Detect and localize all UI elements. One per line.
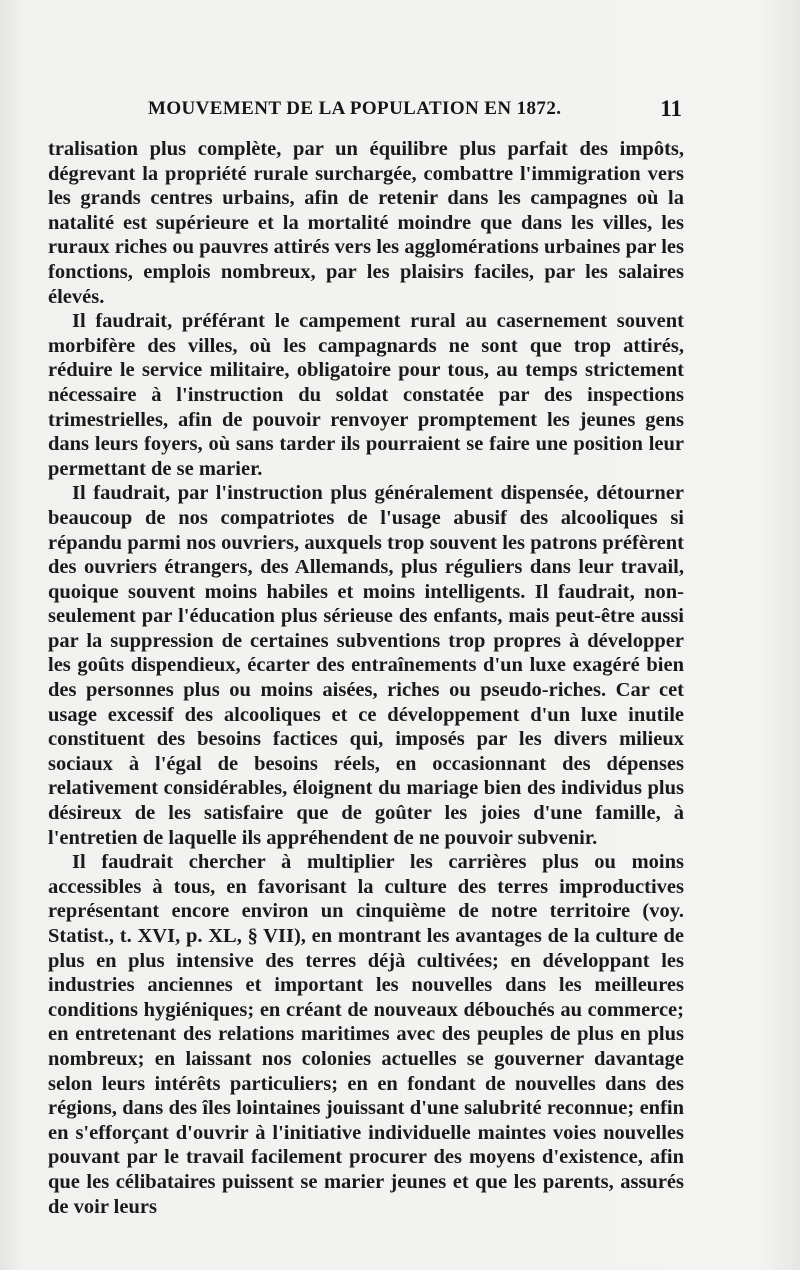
body-text [48,137,684,1219]
paragraph-continuation: tralisation plus complète, par un équilibre plus parfait des impôts, dégrevant la propriété rurale surchargée, combattre l'immigration vers les grands centres urbains, afin de retenir dans les campagnes où la natalité est supérieure et la mortalité moindre que dans les villes, les ruraux riches ou pauvres attirés vers les agglomérations urbaines par les fonctions, emplois nombreux, par les plaisirs faciles, par les salaires élevés. [48,138,684,308]
paragraph-careers: Il faudrait chercher à multiplier les carrières plus ou moins accessibles à tous, en favorisant la culture des terres improductives représentant encore environ un cinquième de notre territoire (voy. Statist., t. XVI, p. XL, § VII), en montrant les avantages de la culture de plus en plus intensive des terres déjà cultivées; en développant les industries anciennes et important les nouvelles dans les meilleures conditions hygiéniques; en créant de nouveaux débouchés au commerce; en entretenant des relations maritimes avec des peuples de plus en plus nombreux; en laissant nos colonies actuelles se gouverner davantage selon leurs intérêts particuliers; en en fondant de nouvelles dans des régions, dans des îles lointaines jouissant d'une salubrité reconnue; enfin en s'efforçant d'ouvrir à l'initiative individuelle maintes voies nouvelles pouvant par le travail facilement procurer des moyens d'existence, afin que les célibataires puissent se marier jeunes et que les parents, assurés de voir leurs [48,851,684,1218]
page-header [48,96,682,126]
page-number: 11 [660,96,682,121]
paragraph-military-service: Il faudrait, préférant le campement rural au casernement souvent morbifère des villes, où les campagnards ne sont que trop attirés, réduire le service militaire, obligatoire pour tous, au temps strictement nécessaire à l'instruction du soldat constatée par des inspections trimestrielles, afin de pouvoir renvoyer promptement les jeunes gens dans leurs foyers, où sans tarder ils pourraient se faire une position leur permettant de se marier. [48,310,684,480]
running-title: MOUVEMENT DE LA POPULATION EN 1872. [148,98,562,119]
paragraph-alcohol-luxury: Il faudrait, par l'instruction plus généralement dispensée, détourner beaucoup de nos compatriotes de l'usage abusif des alcooliques si répandu parmi nos ouvriers, auxquels trop souvent les patrons préfèrent des ouvriers étrangers, des Allemands, plus réguliers dans leur travail, quoique souvent moins habiles et moins intelligents. Il faudrait, non-seulement par l'éducation plus sérieuse des enfants, mais peut-être aussi par la suppression de certaines subventions trop propres à développer les goûts dispendieux, écarter des entraînements d'un luxe exagéré bien des personnes plus ou moins aisées, riches ou pseudo-riches. Car cet usage excessif des alcooliques et ce développement d'un luxe inutile constituent des besoins factices qui, imposés par les divers milieux sociaux à l'égal de besoins réels, en occasionnant des dépenses relativement considérables, éloignent du mariage bien des individus plus désireux de les satisfaire que de goûter les joies d'une famille, à l'entretien de laquelle ils appréhendent de ne pouvoir subvenir. [48,482,684,849]
